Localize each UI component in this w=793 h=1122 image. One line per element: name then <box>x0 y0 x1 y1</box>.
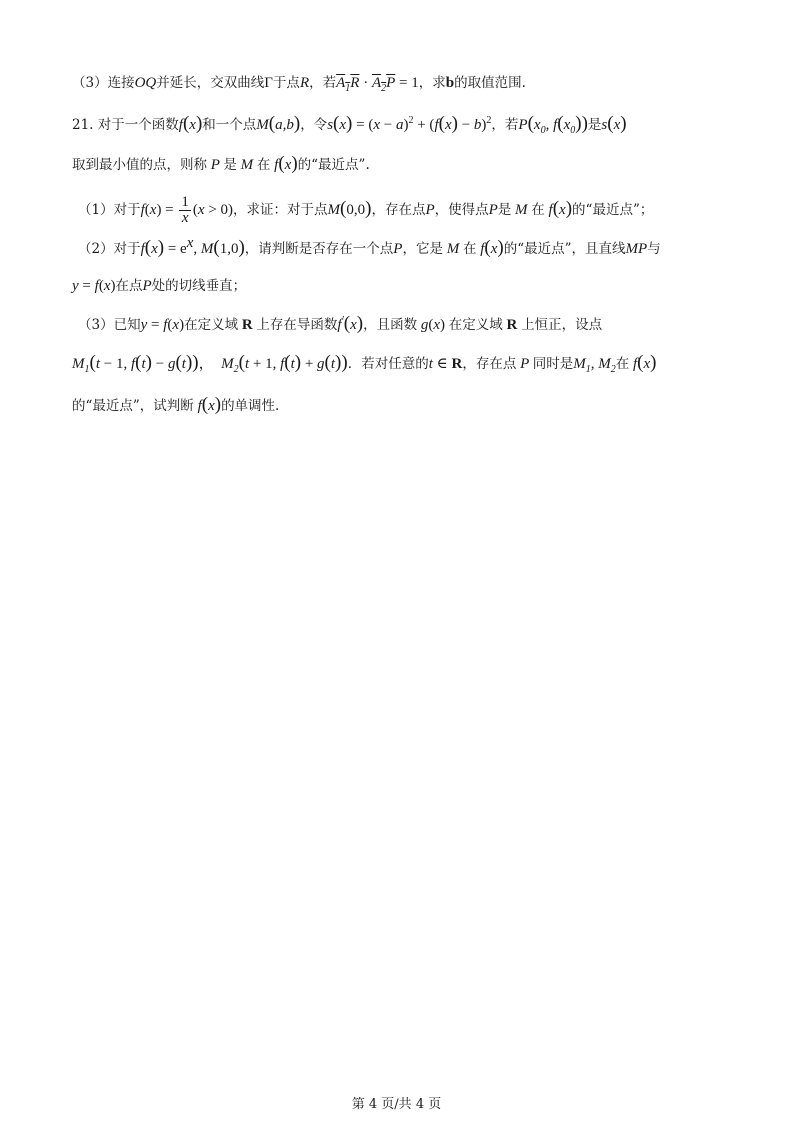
q21-part3-points-line: $M_1(t - 1$, f(t) − g(t))， $M_2(t + 1$, f(t) + g(t))．若对任意的t ∈ R，存在点 P 同时是$M_1$, $M_2$在 f(x) <box>72 352 657 375</box>
q21-part2-cont-line: y = f(x)在点P处的切线垂直； <box>72 278 247 294</box>
q21-part1-line: （1）对于f(x) = $\frac{1}{x}$ (x > 0)，求证：对于点M(0,0)，存在点P，使得点P是 M 在 f(x)的“最近点”； <box>78 194 654 226</box>
q21-part2-line: （2）对于$f(x) = e^x$, M(1,0)，请判断是否存在一个点P，它是 M 在 f(x)的“最近点”，且直线MP与 <box>78 235 661 258</box>
q21-definition-line: 取到最小值的点，则称 P 是 M 在 f(x)的“最近点”. <box>72 153 370 174</box>
q21-part1-label: （1）对于 <box>78 202 141 218</box>
q21-part3-label: （3）已知 <box>78 317 141 333</box>
q20-part3-line: （3）连接OQ并延长，交双曲线Γ于点R，若$A_1R \cdot A_2P = 1$，求b的取值范围. <box>72 75 526 94</box>
fraction-one-over-x: $\frac{1}{x}$ <box>181 194 189 226</box>
q21-part3-question-line: 的“最近点”，试判断 f(x)的单调性. <box>72 394 280 415</box>
q21-intro-line: 21. 对于一个函数f(x)和一个点M(a,b)，令$s(x) = (x - a)^2 + (f(x) - b)^2$，若$P(x_0$, $f(x_0)$)是s(x) <box>72 113 627 136</box>
q21-part2-label: （2）对于 <box>78 241 141 257</box>
page-footer: 第 4 页/共 4 页 <box>351 1097 442 1112</box>
q21-part3-line: （3）已知y = f(x)在定义域 R 上存在导函数f′(x)，且函数 g(x) 在定义域 R 上恒正，设点 <box>78 313 603 334</box>
q21-number: 21. <box>72 117 94 133</box>
q20-part3-label: （3）连接 <box>72 75 135 91</box>
